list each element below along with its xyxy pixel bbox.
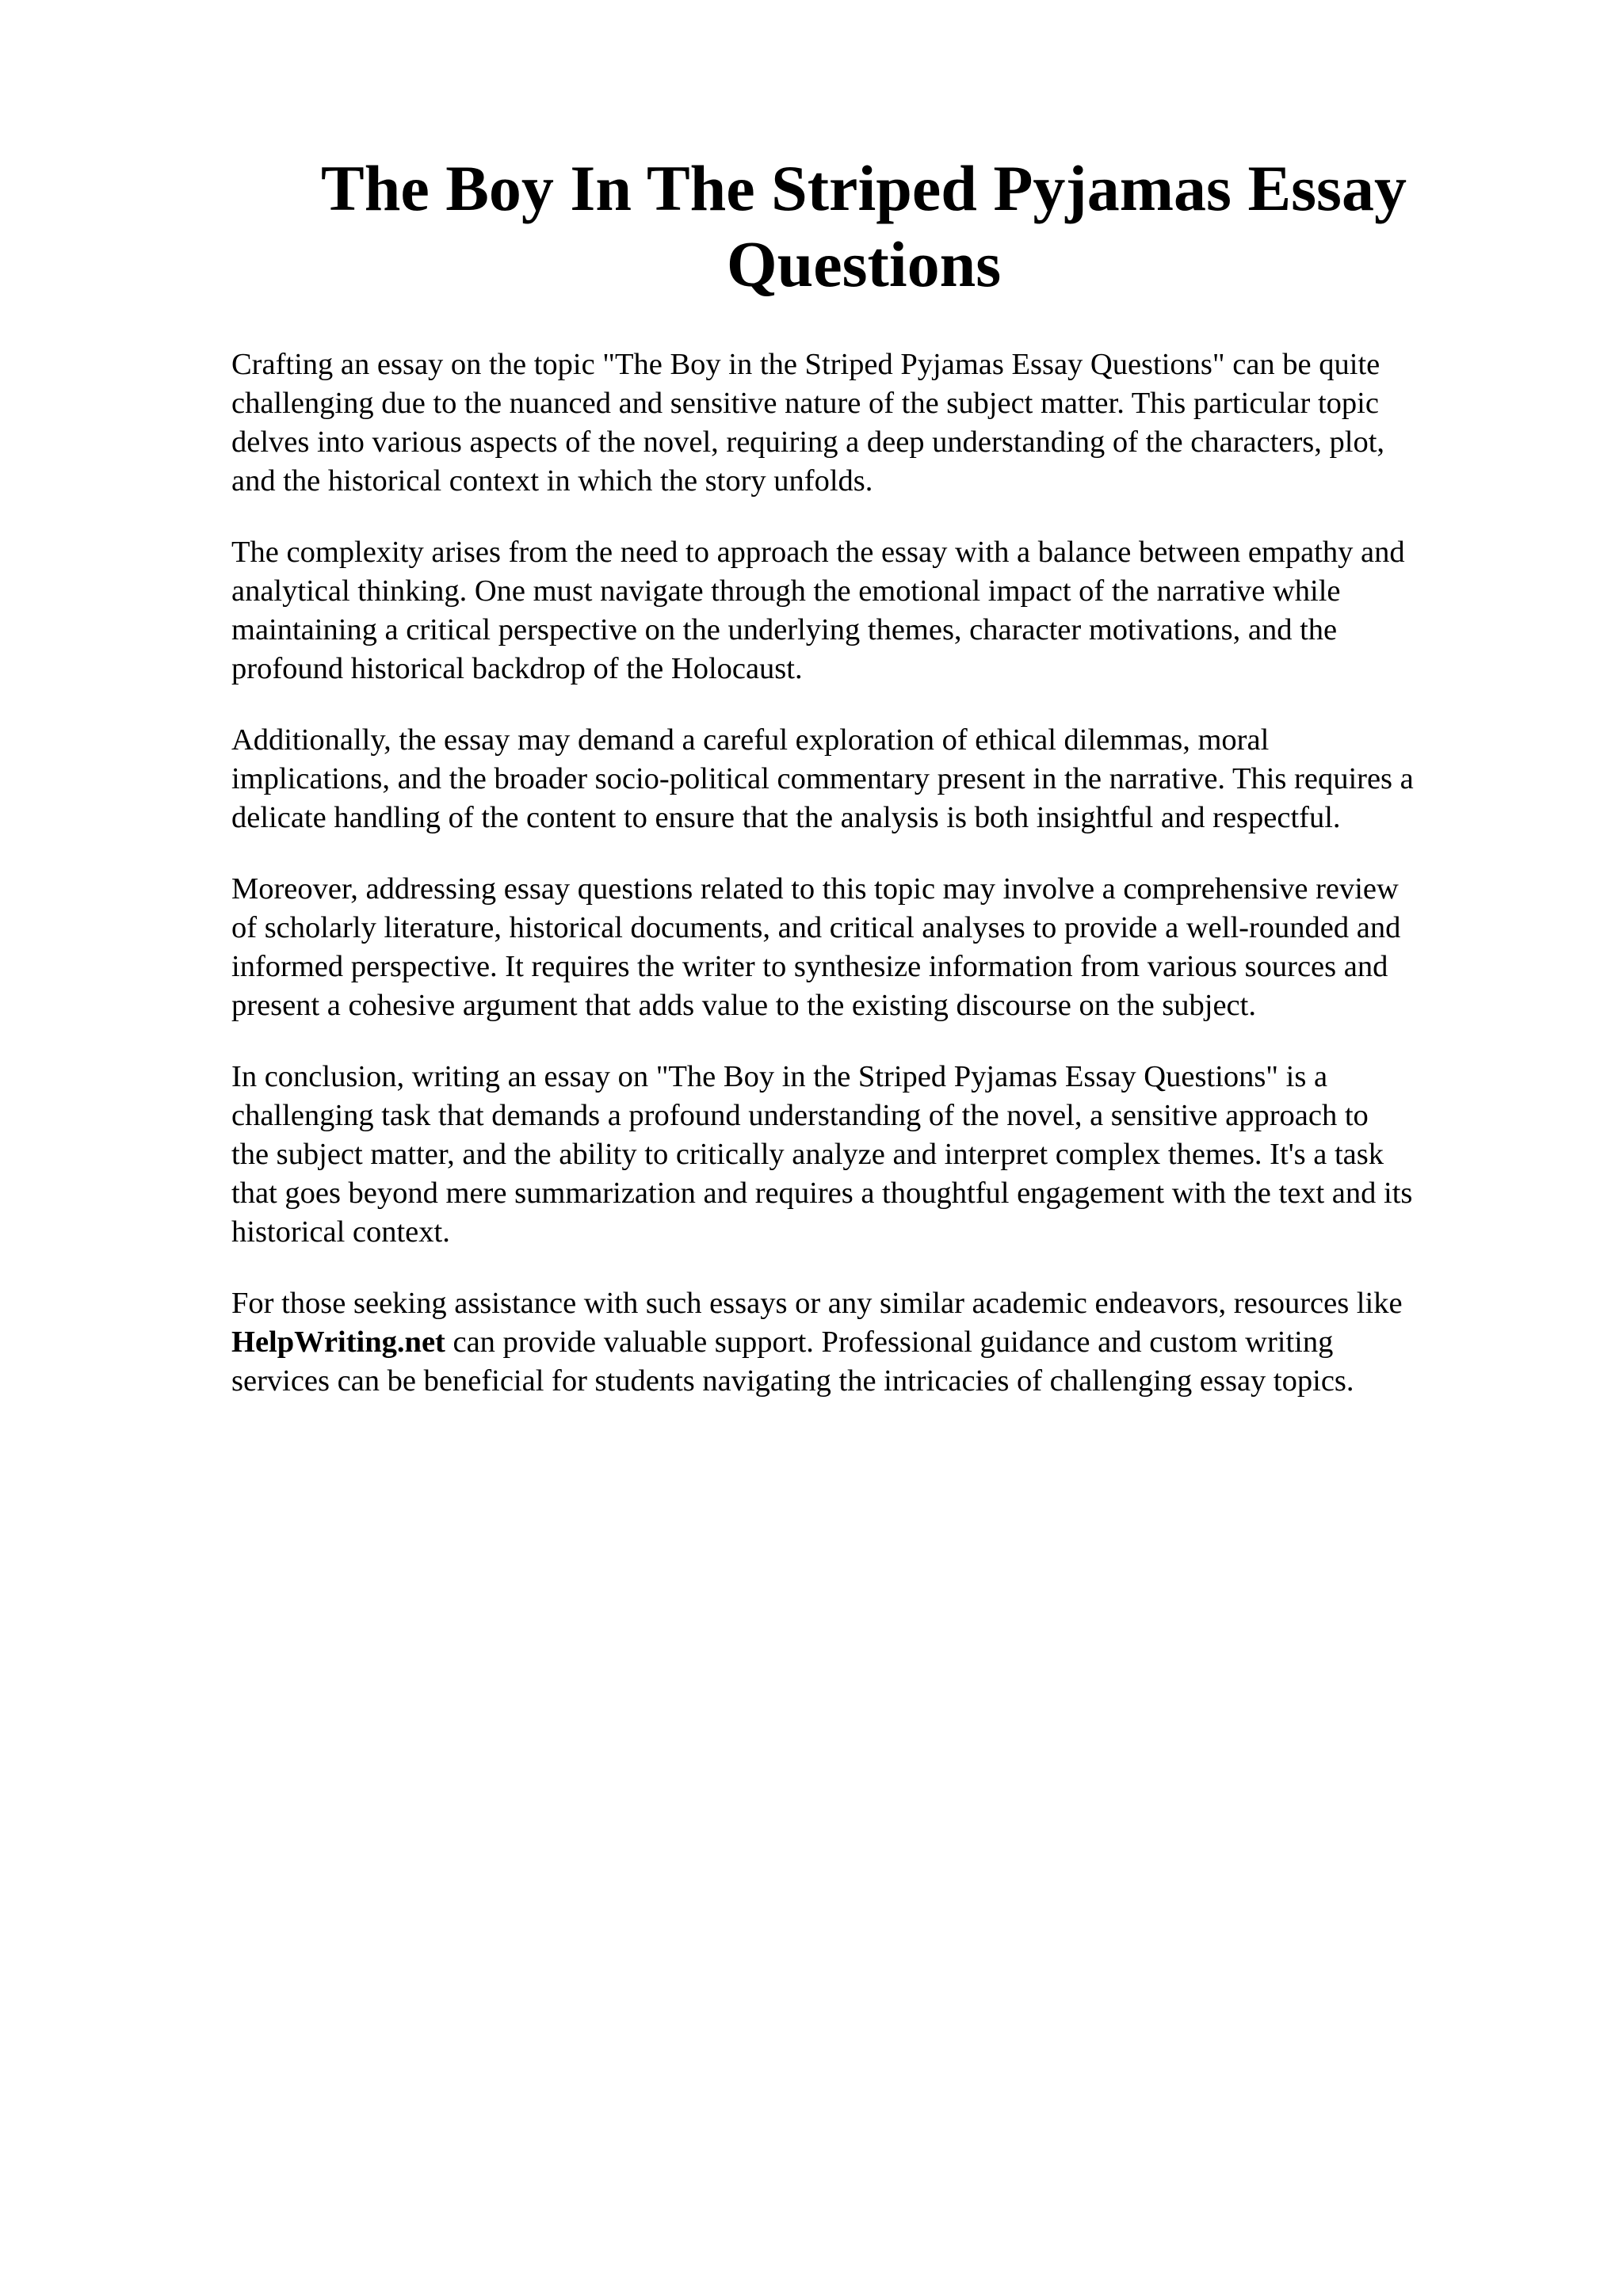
- page-title: [230, 151, 1498, 303]
- text-line: maintaining a critical perspective on the underlying themes, character motivations, and the: [231, 613, 1338, 646]
- text-line: delicate handling of the content to ensure that the analysis is both insightful and respectful.: [231, 801, 1341, 834]
- paragraph-6: [231, 1284, 1515, 1401]
- text-line: For those seeking assistance with such essays or any similar academic endeavors, resources like: [231, 1287, 1403, 1320]
- text-line: Additionally, the essay may demand a careful exploration of ethical dilemmas, moral: [231, 723, 1270, 757]
- essay-body: [231, 345, 1515, 1433]
- text-line: [231, 1323, 1515, 1362]
- text-line: In conclusion, writing an essay on "The Boy in the Striped Pyjamas Essay Questions" is a: [231, 1060, 1328, 1093]
- paragraph-2: [231, 533, 1515, 688]
- text-line: challenging due to the nuanced and sensitive nature of the subject matter. This particular topic: [231, 387, 1379, 420]
- title-line: The Boy In The Striped Pyjamas Essay: [321, 152, 1407, 224]
- text-line: historical context.: [231, 1215, 450, 1249]
- text-line: delves into various aspects of the novel, requiring a deep understanding of the characters, plot,: [231, 425, 1385, 459]
- text-line-rest: can provide valuable support. Professional guidance and custom writing: [453, 1325, 1334, 1359]
- text-line: of scholarly literature, historical documents, and critical analyses to provide a well-rounded and: [231, 911, 1401, 944]
- paragraph-1: [231, 345, 1515, 501]
- text-line: analytical thinking. One must navigate through the emotional impact of the narrative while: [231, 574, 1341, 608]
- text-line: that goes beyond mere summarization and requires a thoughtful engagement with the text and its: [231, 1177, 1413, 1210]
- text-line: and the historical context in which the story unfolds.: [231, 464, 873, 498]
- text-line: present a cohesive argument that adds value to the existing discourse on the subject.: [231, 989, 1256, 1022]
- text-line: challenging task that demands a profound understanding of the novel, a sensitive approach to: [231, 1099, 1369, 1132]
- title-line: Questions: [726, 228, 1002, 300]
- text-line: The complexity arises from the need to approach the essay with a balance between empathy and: [231, 536, 1405, 569]
- text-line: Crafting an essay on the topic "The Boy in the Striped Pyjamas Essay Questions" can be quite: [231, 348, 1381, 381]
- text-line: Moreover, addressing essay questions related to this topic may involve a comprehensive review: [231, 872, 1399, 906]
- text-line: the subject matter, and the ability to critically analyze and interpret complex themes. It's a task: [231, 1138, 1384, 1171]
- text-line: informed perspective. It requires the writer to synthesize information from various sources and: [231, 950, 1388, 983]
- paragraph-5: [231, 1058, 1515, 1252]
- paragraph-4: [231, 870, 1515, 1025]
- paragraph-3: [231, 721, 1515, 837]
- helpwriting-brand-text: HelpWriting.net: [231, 1325, 445, 1359]
- text-line: implications, and the broader socio-political commentary present in the narrative. This requires a: [231, 762, 1414, 795]
- text-line: profound historical backdrop of the Holocaust.: [231, 652, 803, 685]
- text-line: services can be beneficial for students navigating the intricacies of challenging essay topics.: [231, 1364, 1354, 1398]
